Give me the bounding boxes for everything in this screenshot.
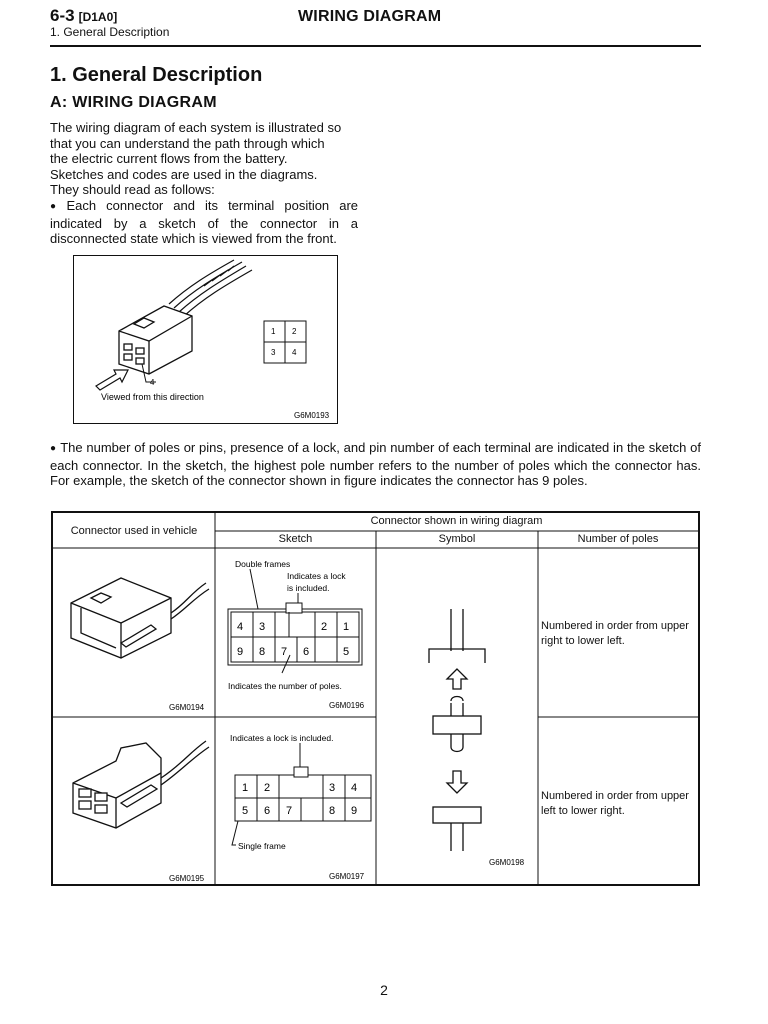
figure-code: G6M0196 <box>329 701 365 710</box>
col-header-poles: Number of poles <box>577 533 659 545</box>
page-header-title: WIRING DIAGRAM <box>298 8 442 25</box>
pin-number: 4 <box>292 348 297 357</box>
sketch-9pole-single-frame <box>218 721 376 883</box>
vehicle-connector-1-illustration <box>61 553 211 713</box>
col-header-sketch: Sketch <box>278 533 313 545</box>
label-lock-1: Indicates a lock <box>287 571 346 581</box>
vehicle-connector-2-illustration <box>61 723 211 883</box>
sketch-9pole-double-frame <box>218 551 376 716</box>
poles-text-line: left to lower right. <box>541 805 625 817</box>
page-title: 1. General Description <box>50 64 263 86</box>
pin-number: 9 <box>351 805 358 817</box>
figure-code: G6M0194 <box>169 703 205 712</box>
pin-number: 1 <box>242 782 249 794</box>
connector-symbol-illustration <box>379 551 535 881</box>
pin-number: 2 <box>264 782 271 794</box>
pin-number: 7 <box>286 805 293 817</box>
pin-number: 3 <box>271 348 276 357</box>
poles-text-line: right to lower left. <box>541 635 625 647</box>
bullet-paragraph <box>50 440 701 489</box>
label-number-of-poles: Indicates the number of poles. <box>228 681 342 691</box>
bullet-text: Each connector and its terminal position are indicated by a sketch of the connector in a disconnected state which is viewed from the front. <box>50 197 358 247</box>
bullet-icon: ● <box>50 200 63 212</box>
col-header-group: Connector shown in wiring diagram <box>370 515 543 527</box>
header-rule <box>50 45 701 47</box>
poles-text-line: Numbered in order from upper <box>541 790 689 802</box>
intro-line: that you can understand the path through which <box>50 135 325 151</box>
section-subheading: A: WIRING DIAGRAM <box>50 94 217 111</box>
connector-housing-icon <box>119 306 192 374</box>
wire-bundle-icon <box>169 260 252 316</box>
arrow-up-icon <box>447 669 467 689</box>
figure-code: G6M0198 <box>489 858 525 867</box>
pin-number: 7 <box>281 646 288 658</box>
pin-number: 8 <box>259 646 266 658</box>
poles-text-line: Numbered in order from upper <box>541 620 689 632</box>
intro-line: the electric current flows from the battery. <box>50 151 288 167</box>
col-header-vehicle: Connector used in vehicle <box>70 525 198 537</box>
pin-number: 2 <box>321 621 328 633</box>
pin-number: 5 <box>343 646 350 658</box>
view-arrow-icon <box>96 370 128 390</box>
section-code: [D1A0] <box>78 10 118 24</box>
figure-code: G6M0195 <box>169 874 205 883</box>
pin-number: 6 <box>303 646 310 658</box>
callout-number: 4 <box>150 378 155 387</box>
bullet-item <box>50 198 358 247</box>
connector-figure <box>73 255 338 424</box>
arrow-down-icon <box>447 771 467 793</box>
intro-line: The wiring diagram of each system is illustrated so <box>50 120 342 135</box>
bullet-icon: ● <box>50 443 57 454</box>
pin-number: 4 <box>351 782 358 794</box>
pin-number: 9 <box>237 646 244 658</box>
pin-number: 3 <box>329 782 336 794</box>
pin-number: 5 <box>242 805 249 817</box>
intro-paragraph <box>50 120 358 247</box>
label-lock-included: Indicates a lock is included. <box>230 733 334 743</box>
poles-description-1 <box>541 619 697 649</box>
label-single-frame: Single frame <box>238 841 286 851</box>
section-label: 6-3 <box>50 6 75 25</box>
pin-number: 6 <box>264 805 271 817</box>
pin-number: 3 <box>259 621 266 633</box>
intro-line: They should read as follows: <box>50 182 215 198</box>
pin-number: 2 <box>292 327 297 336</box>
col-header-symbol: Symbol <box>438 533 476 545</box>
bullet-text: The number of poles or pins, presence of a lock, and pin number of each terminal are indicated in the sketch of each connector. In the sketch, the highest pole number refers to the number of poles which the connector has. For example, the sketch of the connector shown in figure indicates the connector has 9 poles. <box>50 440 701 489</box>
figure-code: G6M0197 <box>329 872 365 881</box>
connector-table <box>51 511 700 886</box>
page-number: 2 <box>380 982 388 998</box>
label-lock-2: is included. <box>287 583 330 593</box>
label-double-frames: Double frames <box>235 559 291 569</box>
intro-line: Sketches and codes are used in the diagrams. <box>50 166 318 182</box>
poles-description-2 <box>541 789 697 819</box>
connector-illustration <box>74 256 337 423</box>
figure-code: G6M0193 <box>294 411 330 420</box>
pin-number: 8 <box>329 805 336 817</box>
pin-number: 1 <box>343 621 350 633</box>
section-number <box>50 6 117 26</box>
view-direction-label: Viewed from this direction <box>101 392 204 402</box>
pin-number: 1 <box>271 327 276 336</box>
subsection-label: 1. General Description <box>50 25 170 39</box>
pin-number: 4 <box>237 621 244 633</box>
